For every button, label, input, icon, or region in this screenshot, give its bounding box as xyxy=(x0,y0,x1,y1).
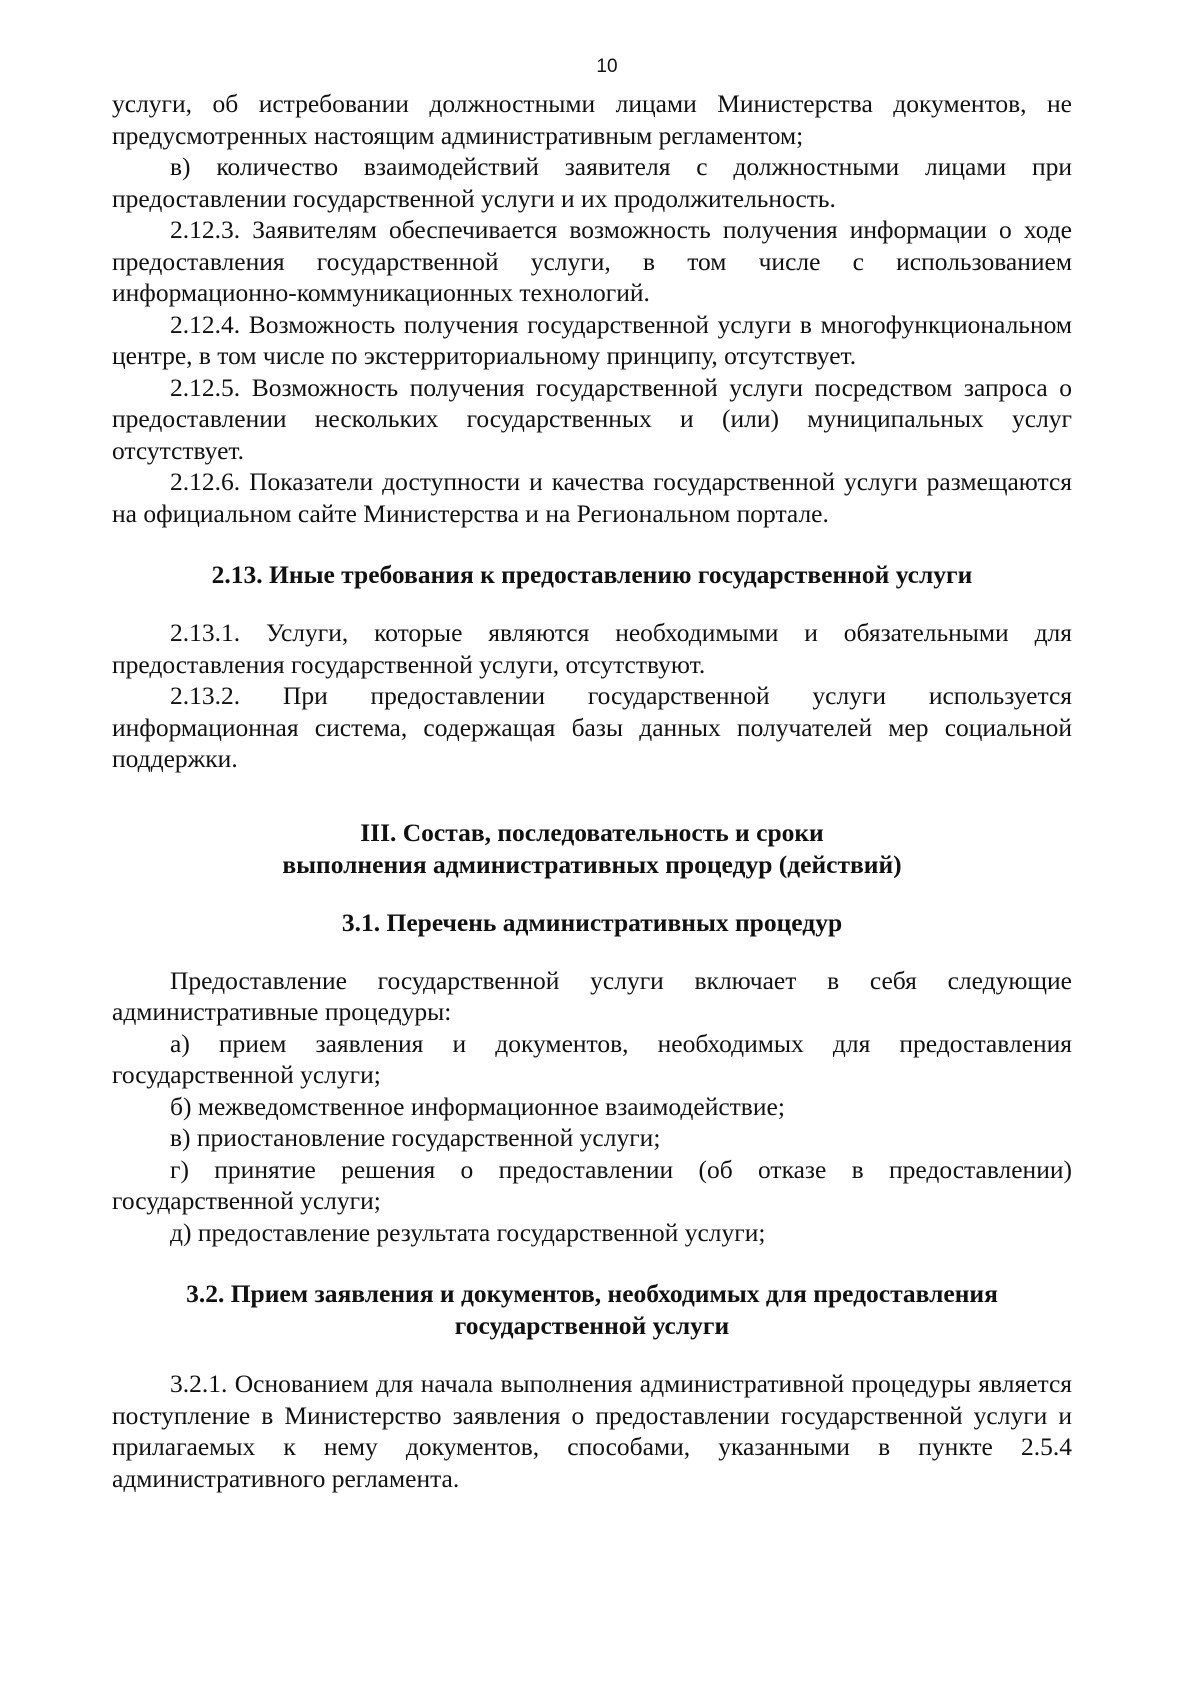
section-3-heading-line2: выполнения административных процедур (действий) xyxy=(282,849,902,879)
list-item-b: б) межведомственное информационное взаимодействие; xyxy=(170,1091,785,1121)
paragraph-2-12-5: 2.12.5. Возможность получения государственной услуги посредством запроса о предоставлении нескольких государственных и (или) муниципальных услуг отсутствует. xyxy=(112,372,1072,465)
section-3-1-heading: 3.1. Перечень административных процедур xyxy=(341,907,843,937)
list-item-d: д) предоставление результата государственной услуги; xyxy=(170,1217,766,1247)
paragraph-3-1-intro: Предоставление государственной услуги включает в себя следующие административные процедуры: xyxy=(112,965,1072,1026)
list-item-v: в) приостановление государственной услуги; xyxy=(170,1123,661,1152)
section-3-2-heading-line2: государственной услуги xyxy=(454,1311,730,1340)
paragraph-2-12-6: 2.12.6. Показатели доступности и качества государственной услуги размещаются на официальном сайте Министерства и на Региональном портале. xyxy=(112,467,1072,528)
paragraph-intro-continuation: услуги, об истребовании должностными лицами Министерства документов, не предусмотренных настоящим административным регламентом; xyxy=(112,89,1072,150)
section-2-13-heading: 2.13. Иные требования к предоставлению государственной услуги xyxy=(211,560,973,589)
paragraph-3-2-1: 3.2.1. Основанием для начала выполнения административной процедуры является поступление в Министерство заявления о предоставлении государственной услуги и прилагаемых к нему документов, способами, указанными в пункте 2.5.4 административного регламента. xyxy=(112,1369,1072,1493)
paragraph-2-12-4: 2.12.4. Возможность получения государственной услуги в многофункциональном центре, в том числе по экстерриториальному принципу, отсутствует. xyxy=(112,309,1072,370)
paragraph-intro-item-v: в) количество взаимодействий заявителя с должностными лицами при предоставлении государственной услуги и их продолжительность. xyxy=(112,152,1072,213)
page-number: 10 xyxy=(596,56,618,77)
paragraph-2-13-1: 2.13.1. Услуги, которые являются необходимыми и обязательными для предоставления государственной услуги, отсутствуют. xyxy=(112,618,1072,679)
section-3-heading-line1: III. Состав, последовательность и сроки xyxy=(360,817,824,847)
paragraph-2-13-2: 2.13.2. При предоставлении государственной услуги используется информационная система, содержащая базы данных получателей мер социальной поддержки. xyxy=(112,681,1072,773)
section-3-2-heading-line1: 3.2. Прием заявления и документов, необходимых для предоставления xyxy=(186,1279,998,1308)
list-item-g: г) принятие решения о предоставлении (об отказе в предоставлении) государственной услуги; xyxy=(112,1154,1072,1215)
paragraph-2-12-3: 2.12.3. Заявителям обеспечивается возможность получения информации о ходе предоставления государственной услуги, в том числе с использованием информационно-коммуникационных технологий. xyxy=(112,215,1072,307)
list-item-a: а) прием заявления и документов, необходимых для предоставления государственной услуги; xyxy=(112,1028,1072,1089)
